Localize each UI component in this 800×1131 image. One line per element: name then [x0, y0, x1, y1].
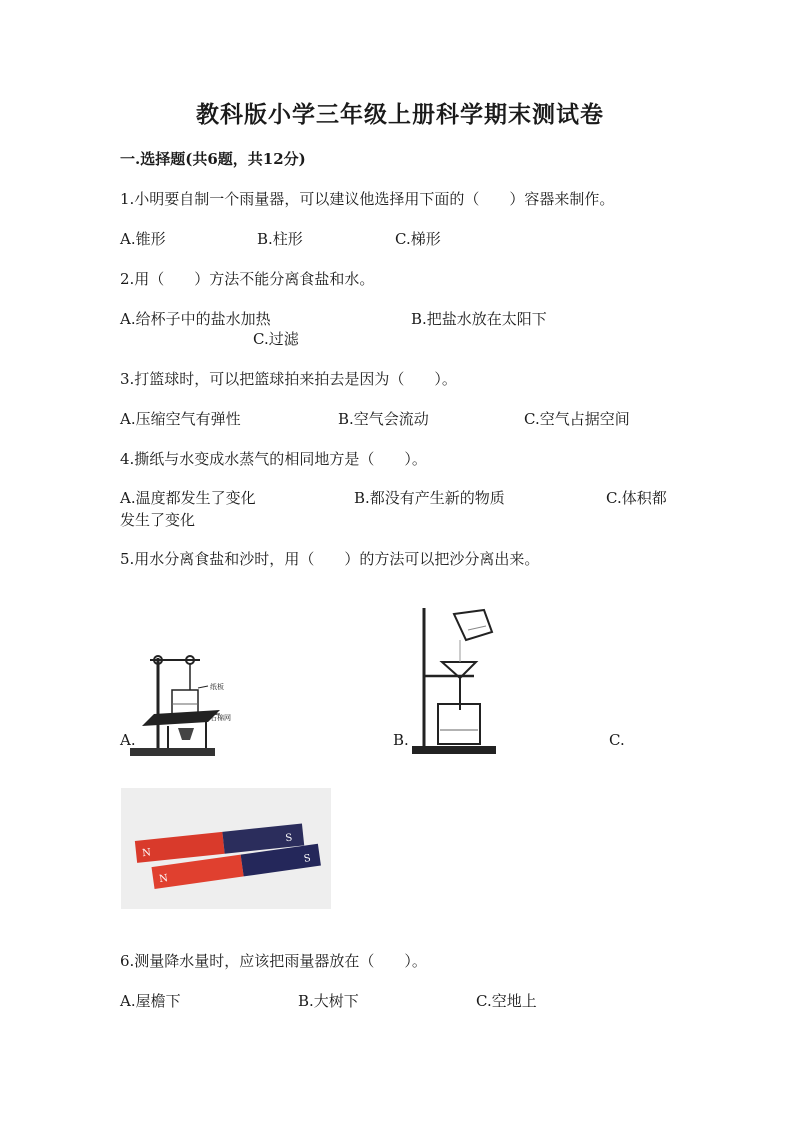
question-6-stem: 6.测量降水量时，应该把雨量器放在（ ）。: [120, 952, 427, 970]
q1-option-b: B.柱形: [257, 230, 303, 248]
q3-option-a: A.压缩空气有弹性: [120, 410, 241, 428]
q6-option-b: B.大树下: [298, 992, 359, 1010]
magnet-n-label: N: [141, 847, 152, 860]
question-3-stem: 3.打篮球时，可以把篮球拍来拍去是因为（ ）。: [120, 370, 457, 388]
bar-magnets-photo: [121, 788, 331, 909]
section-heading: 一.选择题(共6题，共12分): [120, 150, 306, 168]
q2-option-c: C.过滤: [253, 330, 299, 348]
magnet2-n-label: N: [158, 873, 169, 886]
q2-option-a: A.给杯子中的盐水加热: [120, 310, 271, 328]
q1-option-a: A.锥形: [120, 230, 166, 248]
paper-board-label: 纸板: [210, 683, 224, 691]
filtration-apparatus-figure: [404, 600, 504, 760]
q4-option-c-continued: 发生了变化: [120, 511, 196, 529]
q4-option-b: B.都没有产生新的物质: [354, 489, 505, 507]
q4-option-a: A.温度都发生了变化: [120, 489, 256, 507]
page-title: 教科版小学三年级上册科学期末测试卷: [196, 101, 604, 128]
q5-option-b: B.: [393, 731, 409, 749]
q4-option-c: C.体积都: [606, 489, 667, 507]
evaporation-apparatus-figure: [128, 648, 231, 760]
q3-option-c: C.空气占据空间: [524, 410, 630, 428]
question-1-stem: 1.小明要自制一个雨量器，可以建议他选择用下面的（ ）容器来制作。: [120, 190, 615, 208]
gauze-label: 石棉网: [210, 714, 231, 722]
q6-option-c: C.空地上: [476, 992, 537, 1010]
q6-option-a: A.屋檐下: [120, 992, 181, 1010]
q3-option-b: B.空气会流动: [338, 410, 429, 428]
q5-option-a: A.: [120, 731, 136, 749]
question-2-stem: 2.用（ ）方法不能分离食盐和水。: [120, 270, 375, 288]
q2-option-b: B.把盐水放在太阳下: [411, 310, 547, 328]
q1-option-c: C.梯形: [395, 230, 441, 248]
magnet-s-label: S: [284, 832, 293, 845]
question-5-stem: 5.用水分离食盐和沙时，用（ ）的方法可以把沙分离出来。: [120, 550, 540, 568]
question-4-stem: 4.撕纸与水变成水蒸气的相同地方是（ ）。: [120, 450, 427, 468]
q5-option-c: C.: [609, 731, 625, 749]
magnet2-s-label: S: [303, 852, 312, 865]
